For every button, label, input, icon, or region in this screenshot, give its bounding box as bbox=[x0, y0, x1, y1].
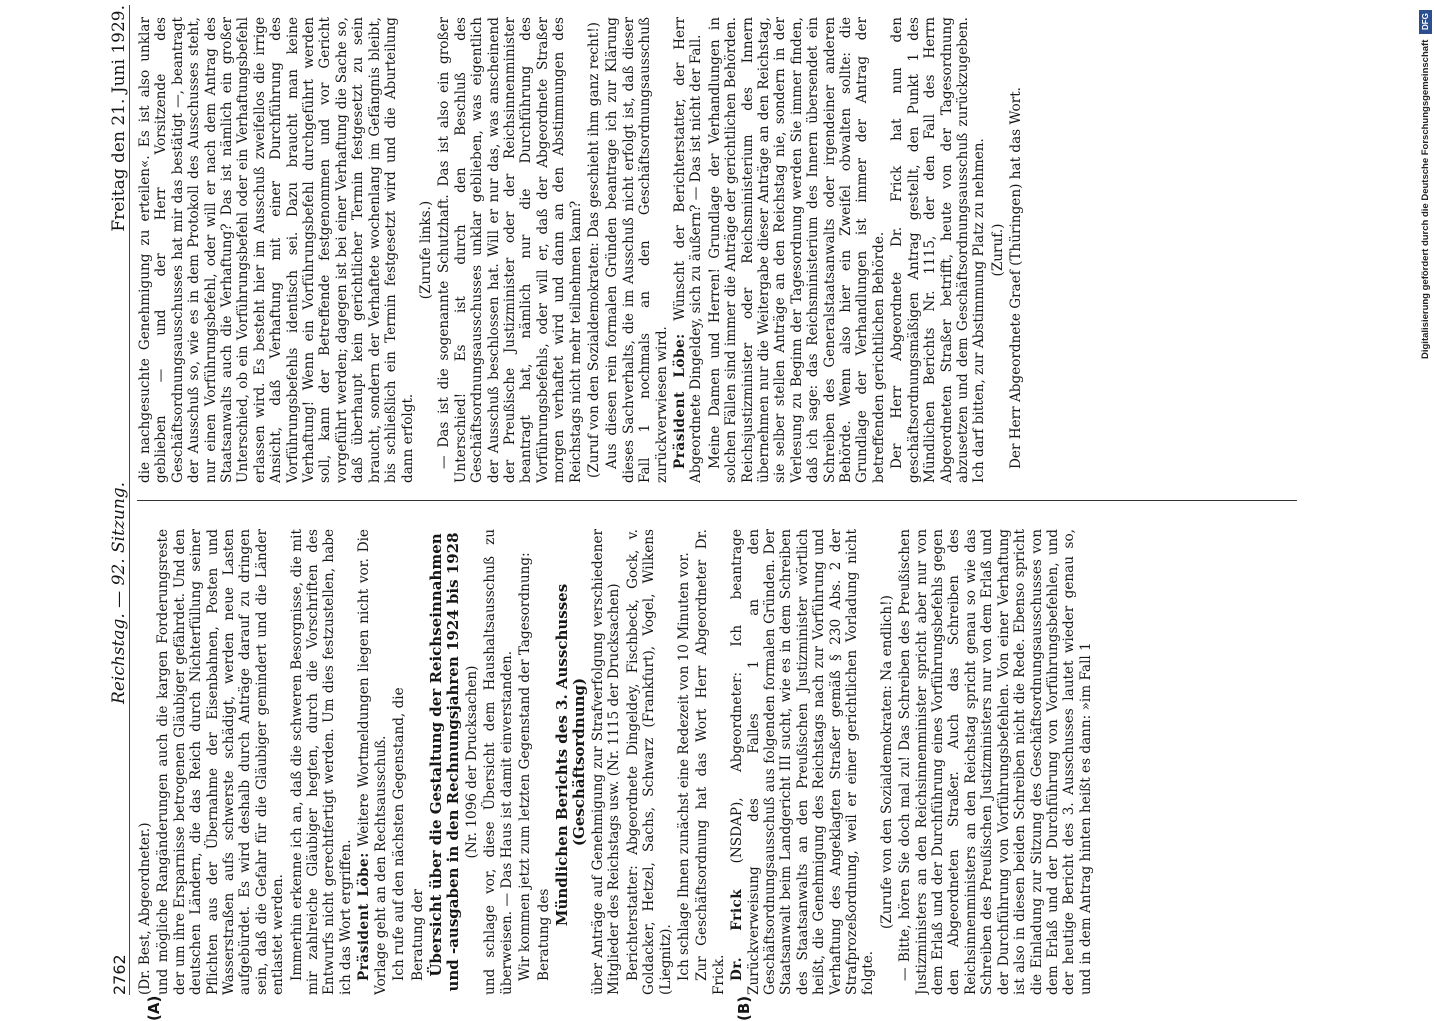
page-header bbox=[95, 5, 130, 995]
rotated-page-content bbox=[95, 5, 1305, 1021]
paragraph bbox=[356, 529, 389, 995]
agenda-heading: Mündlichen Berichts des 3. Ausschusses (Geschäftsordnung) bbox=[552, 583, 588, 927]
paragraph: Der Herr Abgeordnete Dr. Frick hat nun den geschäftsordnungsmäßigen Antrag gestellt, den Punkt 1 des Mündlichen Berichts Nr. 1115, der den Fall des Herrn Abgeordneten Straßer betrifft, heute von der Tagesordnung abzusetzen und dem Geschäftsordnungsausschuß zurückzugeben. Ich darf bitten, zur Abstimmung Platz zu nehmen. bbox=[889, 17, 988, 483]
funding-note: Digitalisierung gefördert durch die Deutsche Forschungsgemeinschaft bbox=[1420, 40, 1431, 360]
paragraph: über Anträge auf Genehmigung zur Strafverfolgung verschiedener Mitglieder des Reichstags usw. (Nr. 1115 der Drucksachen) bbox=[589, 529, 623, 995]
column-divider bbox=[137, 500, 1297, 501]
document-reference: (Nr. 1096 der Drucksachen) bbox=[463, 665, 480, 859]
paragraph: Beratung des bbox=[535, 888, 552, 981]
speech-text: Wünscht der Berichterstatter, der Herr Abgeordnete Dingeldey, sich zu äußern? — Das ist nicht der Fall. bbox=[672, 17, 705, 483]
interjection: (Zuruf von den Sozialdemokraten: Das geschieht ihm ganz recht!) bbox=[585, 22, 602, 478]
interjection: (Zuruf.) bbox=[989, 223, 1006, 277]
session-title: Reichstag. — 92. Sitzung. bbox=[109, 481, 129, 704]
interjection: (Zurufe von den Sozialdemokraten: Na endlich!) bbox=[878, 595, 895, 929]
paragraph: Der Herr Abgeordnete Graef (Thüringen) hat das Wort. bbox=[1008, 87, 1025, 469]
paragraph: und mögliche Rangänderungen auch die kargen Forderungsreste der um ihre Ersparnisse betrogenen Gläubiger gefährdet. Und den deutschen Ländern, die das Reich durch Nichterfüllung seiner Pflichten aus der Übernahme der Eisenbahnen, Posten und Wasserstraßen aufs schwerste schädigt, werden neue Lasten aufgebürdet. Es wird deshalb durch Anträge darauf zu dringen sein, daß die Gefahr für die Gläubiger gemindert und die Länder entlastet werden. bbox=[155, 529, 287, 995]
paragraph: Wir kommen jetzt zum letzten Gegenstand der Tagesordnung: bbox=[517, 552, 534, 981]
paragraph: Ich schlage Ihnen zunächst eine Redezeit von 10 Minuten vor. bbox=[675, 552, 692, 981]
paragraph: — Bitte, hören Sie doch mal zu! Das Schreiben des Preußischen Justizministers an den Reichsinnenminister spricht aber nur von dem Erlaß und der Durchführung eines Vorführungsbefehls gegen den Abgeordneten Straßer. Auch das Schreiben des Reichsinnenministers an den Reichstag spricht genau so wie das Schreiben des Preußischen Justizministers nur von dem Erlaß und der Durchführung von Vorführungsbefehlen. Von einer Verhaftung ist also in diesen beiden Schreiben nicht die Rede. Ebenso spricht die Einladung zur Sitzung des Geschäftsordnungsausschusses von dem Erlaß und der Durchführung von Vorführungsbefehlen, und der heutige Bericht des 3. Ausschusses lautet wieder genau so, und in dem Antrag hinten heißt es dann: »im Fall 1 bbox=[897, 529, 1094, 995]
speech-text: (NSDAP), Abgeordneter: Ich beantrage Zurückverweisung des Falles 1 an den Geschäftsordnungsausschuß aus folgenden formalen Gründen. Der Staatsanwalt beim Landgericht III sucht, wie es in dem Schreiben des Staatsanwalts an den Preußischen Justizminister wörtlich heißt, die Genehmigung des Reichstags nach zur Vorführung und Verhaftung des Angeklagten Straßer gemäß § 230 Abs. 2 der Strafprozeßordnung, weil er einer gerichtlichen Vorladung nicht folgte. bbox=[729, 529, 877, 995]
paragraph: Ich rufe auf den nächsten Gegenstand, die bbox=[391, 687, 408, 981]
page-number: 2762 bbox=[110, 954, 129, 995]
session-date: Freitag den 21. Juni 1929. bbox=[109, 5, 129, 232]
columns bbox=[137, 5, 1297, 995]
speaker-name: Präsident Löbe: bbox=[356, 852, 373, 981]
left-column bbox=[137, 529, 1297, 995]
paragraph: Immerhin erkenne ich an, daß die schweren Besorgnisse, die mit mir zahlreiche Gläubiger hegten, durch die Vorschriften des Entwurfs nicht gerechtfertigt werden. Um dies festzustellen, habe ich das Wort ergriffen. bbox=[288, 529, 354, 995]
paragraph: Aus diesen rein formalen Gründen beantrage ich zur Klärung dieses Sachverhalts, die im Ausschuß nicht erfolgt ist, daß dieser Fall 1 nochmals an den Geschäftsordnungsausschuß zurückverwiesen wird. bbox=[604, 17, 670, 483]
right-column bbox=[137, 17, 1297, 483]
speaker-name: Präsident Löbe: bbox=[672, 333, 688, 469]
rapporteurs: Berichterstatter: Abgeordnete Dingeldey, Fischbeck, Gock, v. Goldacker, Hetzel, Sachs, Schwarz (Frankfurt), Vogel, Wilkens (Liegnitz). bbox=[624, 529, 674, 995]
interjection: (Zurufe links.) bbox=[417, 200, 434, 300]
paragraph: — Das ist die sogenannte Schutzhaft. Das ist also ein großer Unterschied! Es ist durch den Beschluß des Geschäftsordnungsausschusses unklar geblieben, was eigentlich der Ausschuß beschlossen hat. Will er nur das, was anscheinend der Preußische Justizminister oder der Reichsinnenminister beantragt hat, nämlich nur die Durchführung des Vorführungsbefehls, oder will er, daß der Abgeordnete Straßer morgen verhaftet wird und dann an den Abstimmungen des Reichstags nicht mehr teilnehmen kann? bbox=[436, 17, 584, 483]
paragraph: Meine Damen und Herren! Grundlage der Verhandlungen in solchen Fällen sind immer die Anträge der gerichtlichen Behörden. Reichsjustizminister oder Reichsministerium des Innern übernehmen nur die Weitergabe dieser Anträge an den Reichstag, sie selber stellen Anträge an den Reichstag nie, sondern in der Verlesung zu Beginn der Tagesordnung werden Sie immer finden, daß ich sage: das Reichsministerium des Innern übersendet ein Schreiben des Generalstaatsanwalts oder irgendeiner anderen Behörde. Wenn also hier ein Zweifel obwalten sollte: die Grundlage der Verhandlungen ist immer der Antrag der betreffenden gerichtlichen Behörde. bbox=[706, 17, 887, 483]
paragraph: die nachgesuchte Genehmigung zu erteilen«. Es ist also unklar geblieben — und der Herr Vorsitzende des Geschäftsordnungsausschusses hat mir das bestätigt —, beantragt der Ausschuß so, wie es in dem Protokoll des Ausschusses steht, nur einen Vorführungsbefehl, oder will er nach dem Antrag des Staatsanwalts auch die Verhaftung? Das ist nämlich ein großer Unterschied, ob ein Vorführungsbefehl oder ein Verhaftungsbefehl erlassen wird. Es besteht hier im Ausschuß zweifellos die irrige Ansicht, daß Verhaftung mit einer Durchführung des Vorführungsbefehls identisch sei. Dazu braucht man keine Verhaftung! Wenn ein Vorführungsbefehl durchgeführt werden soll, kann der Betreffende festgenommen und vor Gericht vorgeführt werden; dagegen ist bei einer Verhaftung die Sache so, daß überhaupt kein gerichtlicher Termin festgesetzt zu sein braucht, sondern der Verhaftete wochenlang im Gefängnis bleibt, bis schließlich ein Termin festgesetzt wird und die Aburteilung dann erfolgt. bbox=[137, 17, 416, 483]
paragraph bbox=[672, 17, 705, 483]
speaker-name: Dr. Frick bbox=[729, 888, 746, 981]
paragraph: Beratung der bbox=[409, 889, 426, 981]
paragraph bbox=[729, 529, 877, 995]
agenda-heading: Übersicht über die Gestaltung der Reichseinnahmen und -ausgaben in den Rechnungsjahren 1924 bis 1928 bbox=[426, 532, 462, 992]
speech-text: Weitere Wortmeldungen liegen nicht vor. Die Vorlage geht an den Rechtsausschuß. bbox=[356, 529, 389, 995]
margin-marker-b: (B) bbox=[735, 995, 753, 1021]
speaker-note: (Dr. Best, Abgeordneter.) bbox=[137, 822, 153, 995]
dfg-logo: DFG bbox=[1419, 10, 1432, 34]
paragraph: und schlage vor, diese Übersicht dem Haushaltsausschuß zu überweisen. — Das Haus ist damit einverstanden. bbox=[482, 529, 515, 995]
paragraph: Zur Geschäftsordnung hat das Wort Herr Abgeordneter Dr. Frick. bbox=[694, 529, 727, 995]
margin-marker-a: (A) bbox=[145, 995, 163, 1021]
